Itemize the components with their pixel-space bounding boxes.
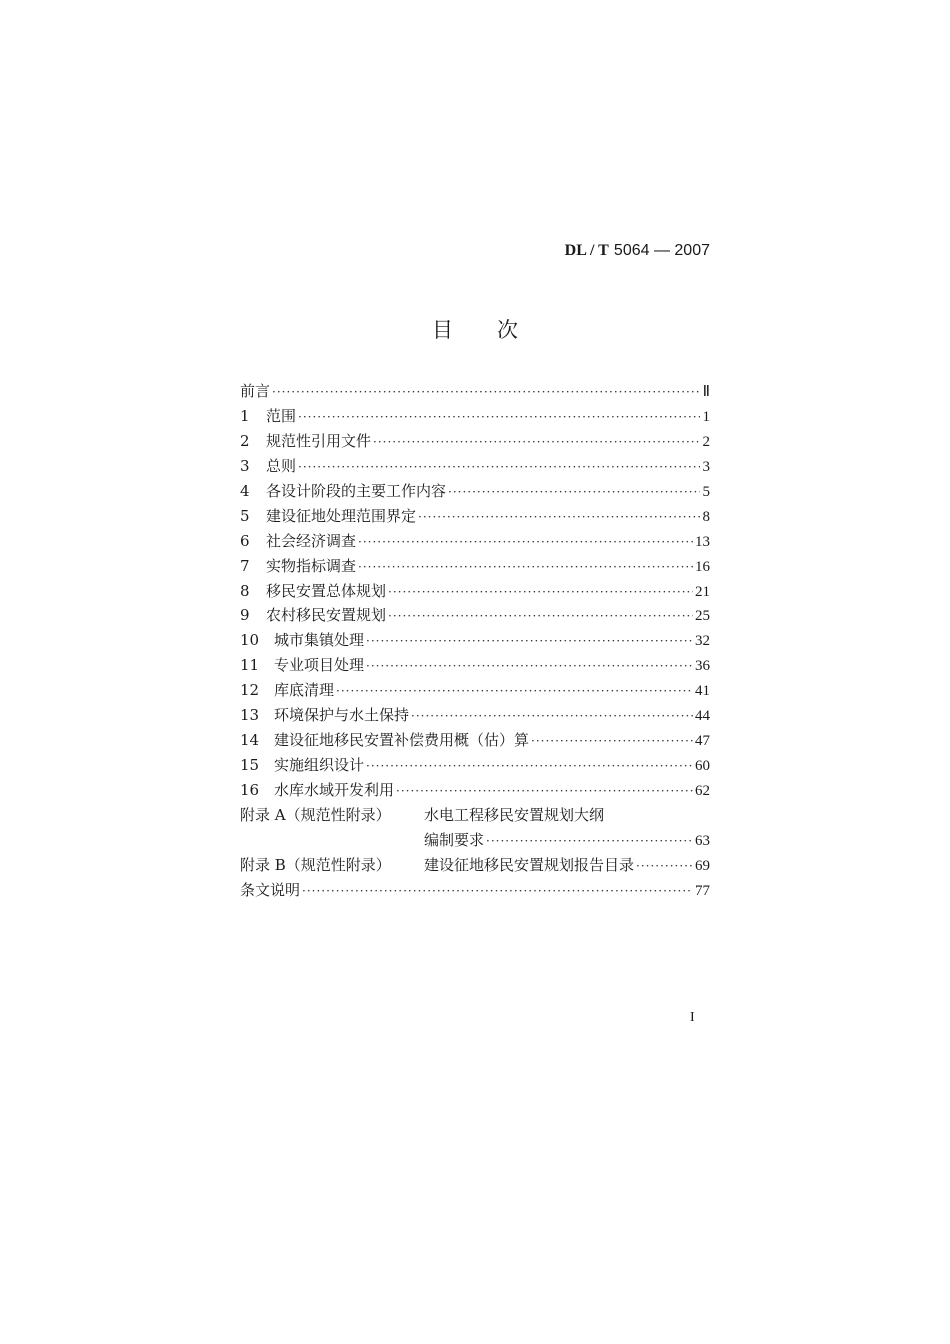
toc-page: 3 xyxy=(702,458,710,475)
toc-title: 实物指标调查 xyxy=(266,556,357,575)
toc-number: 8 xyxy=(240,581,250,600)
toc-page: 8 xyxy=(702,508,710,525)
toc-page: 25 xyxy=(695,608,710,625)
dot-leader xyxy=(298,455,700,480)
toc-entry-chapter-11[interactable] xyxy=(240,653,710,678)
toc-title: 条文说明 xyxy=(240,880,301,899)
toc-entry-chapter-5[interactable] xyxy=(240,504,710,529)
toc-title: 城市集镇处理 xyxy=(274,631,365,650)
toc-title: 编制要求 xyxy=(424,830,485,849)
dot-leader xyxy=(336,679,693,704)
dot-leader xyxy=(358,530,693,555)
dot-leader xyxy=(302,879,693,904)
toc-entry-preface[interactable] xyxy=(240,379,710,404)
dot-leader xyxy=(418,505,700,530)
dot-leader xyxy=(298,405,700,430)
toc-number: 12 xyxy=(240,681,260,700)
toc-page: Ⅱ xyxy=(702,384,710,400)
toc-entry-chapter-9[interactable] xyxy=(240,603,710,628)
toc-page: 62 xyxy=(695,783,710,799)
toc-page: 60 xyxy=(695,758,710,775)
toc-page: 13 xyxy=(695,533,710,550)
toc-number: 4 xyxy=(240,481,250,500)
toc-entry-chapter-16[interactable] xyxy=(240,778,710,803)
toc-number: 11 xyxy=(240,656,260,675)
toc-number: 9 xyxy=(240,606,250,625)
toc-page: 5 xyxy=(702,483,710,500)
toc-title: 建设征地处理范围界定 xyxy=(266,506,417,525)
dot-leader xyxy=(373,430,700,455)
toc-number: 15 xyxy=(240,756,260,775)
toc-title: 环境保护与水土保持 xyxy=(274,706,410,725)
toc-entry-chapter-6[interactable] xyxy=(240,529,710,554)
appendix-prefix: 附录 B（规范性附录） xyxy=(240,855,391,874)
toc-entry-appendix-a[interactable] xyxy=(240,803,710,828)
toc-title: 水电工程移民安置规划大纲 xyxy=(424,805,605,824)
toc-page: 47 xyxy=(695,733,710,750)
dot-leader xyxy=(272,380,700,405)
dot-leader xyxy=(358,555,693,580)
dot-leader xyxy=(531,729,693,754)
standard-number: 5064 — 2007 xyxy=(613,242,710,259)
toc-number: 10 xyxy=(240,631,260,650)
toc-entry-explanation[interactable] xyxy=(240,878,710,903)
dot-leader xyxy=(448,480,700,505)
toc-page: 32 xyxy=(695,633,710,650)
toc-entry-chapter-14[interactable] xyxy=(240,728,710,753)
toc-title: 专业项目处理 xyxy=(274,656,365,675)
toc-page: 21 xyxy=(695,583,710,600)
dot-leader xyxy=(388,580,693,605)
toc-entry-chapter-15[interactable] xyxy=(240,753,710,778)
toc-number: 2 xyxy=(240,431,250,450)
toc-number: 16 xyxy=(240,781,260,799)
title-char-1: 目 xyxy=(432,318,453,342)
dot-leader xyxy=(366,629,693,654)
toc-page: 36 xyxy=(695,658,710,675)
toc-number: 7 xyxy=(240,556,250,575)
dot-leader xyxy=(396,779,693,804)
toc-title: 建设征地移民安置补偿费用概（估）算 xyxy=(274,731,530,750)
page-title xyxy=(0,314,950,344)
toc-number: 1 xyxy=(240,406,250,425)
toc-entry-appendix-b[interactable] xyxy=(240,853,710,878)
toc-title: 建设征地移民安置规划报告目录 xyxy=(424,855,635,874)
toc-title: 总则 xyxy=(266,456,297,475)
toc-number: 14 xyxy=(240,731,260,750)
toc-entry-chapter-8[interactable] xyxy=(240,579,710,604)
toc-entry-chapter-10[interactable] xyxy=(240,628,710,653)
appendix-prefix: 附录 A（规范性附录） xyxy=(240,805,391,824)
toc-page: 1 xyxy=(702,408,710,425)
dot-leader xyxy=(486,829,693,854)
toc-title: 移民安置总体规划 xyxy=(266,581,387,600)
toc-entry-chapter-4[interactable] xyxy=(240,479,710,504)
toc-title: 各设计阶段的主要工作内容 xyxy=(266,481,447,500)
toc-title: 库底清理 xyxy=(274,681,335,700)
toc-entry-chapter-2[interactable] xyxy=(240,429,710,454)
toc-page: 44 xyxy=(695,708,710,725)
toc-page: 2 xyxy=(702,433,710,450)
toc-title: 农村移民安置规划 xyxy=(266,606,387,625)
toc-title: 前言 xyxy=(240,382,271,400)
toc-number: 6 xyxy=(240,531,250,550)
toc-entry-chapter-7[interactable] xyxy=(240,554,710,579)
dot-leader xyxy=(388,604,693,629)
toc-entry-chapter-13[interactable] xyxy=(240,703,710,728)
toc-entry-chapter-12[interactable] xyxy=(240,678,710,703)
toc-page: 69 xyxy=(695,857,710,874)
table-of-contents xyxy=(240,379,710,903)
toc-page: 77 xyxy=(695,882,710,899)
dot-leader xyxy=(636,854,693,879)
toc-title: 实施组织设计 xyxy=(274,756,365,775)
toc-title: 规范性引用文件 xyxy=(266,431,372,450)
dot-leader xyxy=(366,654,693,679)
toc-entry-chapter-1[interactable] xyxy=(240,404,710,429)
standard-prefix: DL / T xyxy=(564,242,609,259)
toc-page: 41 xyxy=(695,683,710,700)
toc-title: 范围 xyxy=(266,406,297,425)
toc-page: 63 xyxy=(695,832,710,849)
toc-entry-appendix-a-cont[interactable] xyxy=(240,828,710,853)
toc-number: 13 xyxy=(240,706,260,725)
page-number: I xyxy=(690,1010,695,1025)
title-char-2: 次 xyxy=(497,318,518,342)
standard-code xyxy=(565,240,710,260)
dot-leader xyxy=(411,704,693,729)
toc-number: 5 xyxy=(240,506,250,525)
toc-number: 3 xyxy=(240,456,250,475)
toc-entry-chapter-3[interactable] xyxy=(240,454,710,479)
toc-page: 16 xyxy=(695,558,710,575)
dot-leader xyxy=(366,754,693,779)
toc-title: 社会经济调查 xyxy=(266,531,357,550)
toc-title: 水库水域开发利用 xyxy=(274,781,395,799)
